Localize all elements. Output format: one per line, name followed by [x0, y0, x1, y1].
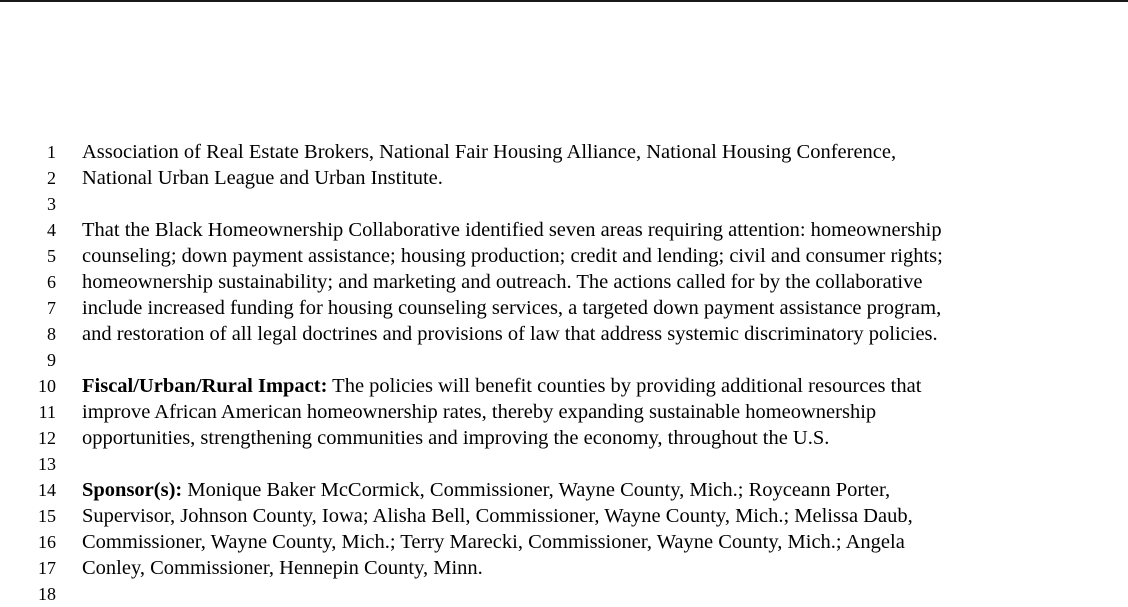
line-number: 15 — [38, 506, 56, 526]
line-number: 6 — [47, 272, 56, 292]
line-text — [82, 555, 483, 581]
document-line — [0, 425, 1128, 451]
line-text — [82, 399, 876, 425]
document-line — [0, 269, 1128, 295]
line-body: That the Black Homeownership Collaborative identified seven areas requiring attention: homeownership — [82, 219, 942, 241]
document-line — [0, 529, 1128, 555]
document-line — [0, 477, 1128, 503]
document-line — [0, 373, 1128, 399]
document-line — [0, 217, 1128, 243]
line-number: 16 — [38, 532, 56, 552]
line-body: counseling; down payment assistance; housing production; credit and lending; civil and consumer rights; — [82, 245, 943, 267]
line-text — [82, 217, 942, 243]
line-number: 10 — [38, 376, 56, 396]
line-text — [82, 269, 922, 295]
line-body: include increased funding for housing counseling services, a targeted down payment assistance program, — [82, 297, 942, 319]
document-line — [0, 347, 1128, 373]
line-number: 13 — [38, 454, 56, 474]
line-body: The policies will benefit counties by providing additional resources that — [327, 375, 922, 397]
document-line — [0, 191, 1128, 217]
line-text — [82, 243, 943, 269]
document-line — [0, 399, 1128, 425]
line-body: Monique Baker McCormick, Commissioner, Wayne County, Mich.; Royceann Porter, — [182, 479, 891, 501]
line-text — [82, 139, 896, 165]
line-text — [82, 321, 938, 347]
line-number: 17 — [38, 558, 56, 578]
line-number: 1 — [47, 142, 56, 162]
line-number: 12 — [38, 428, 56, 448]
line-body: Association of Real Estate Brokers, National Fair Housing Alliance, National Housing Conference, — [82, 141, 897, 163]
document-line — [0, 503, 1128, 529]
document-line — [0, 139, 1128, 165]
line-label: Sponsor(s): — [82, 479, 183, 501]
line-number: 3 — [47, 194, 56, 214]
line-body: homeownership sustainability; and marketing and outreach. The actions called for by the collaborative — [82, 271, 923, 293]
line-number: 18 — [38, 584, 56, 604]
document-line — [0, 295, 1128, 321]
line-label: Fiscal/Urban/Rural Impact: — [82, 375, 328, 397]
line-text — [82, 503, 913, 529]
document-line — [0, 165, 1128, 191]
line-number: 7 — [47, 298, 56, 318]
line-body: improve African American homeownership rates, thereby expanding sustainable homeownership — [82, 401, 877, 423]
document-line — [0, 321, 1128, 347]
line-text — [82, 425, 829, 451]
line-text — [82, 165, 443, 191]
document-line — [0, 581, 1128, 607]
line-body: National Urban League and Urban Institute. — [82, 167, 443, 189]
line-number: 11 — [38, 402, 56, 422]
line-text — [82, 373, 921, 399]
line-number: 9 — [47, 350, 56, 370]
line-text — [82, 529, 905, 555]
line-number: 5 — [47, 246, 56, 266]
line-body: Conley, Commissioner, Hennepin County, Minn. — [82, 557, 483, 579]
document-line — [0, 243, 1128, 269]
line-text — [82, 295, 941, 321]
line-text — [82, 477, 890, 503]
document-line — [0, 451, 1128, 477]
line-number: 4 — [47, 220, 56, 240]
line-number: 14 — [38, 480, 56, 500]
line-body: and restoration of all legal doctrines and provisions of law that address systemic discriminatory policies. — [82, 323, 938, 345]
top-border-line — [0, 0, 1128, 2]
line-body: opportunities, strengthening communities and improving the economy, throughout the U.S. — [82, 427, 830, 449]
line-number: 2 — [47, 168, 56, 188]
line-body: Commissioner, Wayne County, Mich.; Terry Marecki, Commissioner, Wayne County, Mich.; Angela — [82, 531, 905, 553]
document-line — [0, 555, 1128, 581]
line-number: 8 — [47, 324, 56, 344]
line-body: Supervisor, Johnson County, Iowa; Alisha Bell, Commissioner, Wayne County, Mich.; Melissa Daub, — [82, 505, 913, 527]
